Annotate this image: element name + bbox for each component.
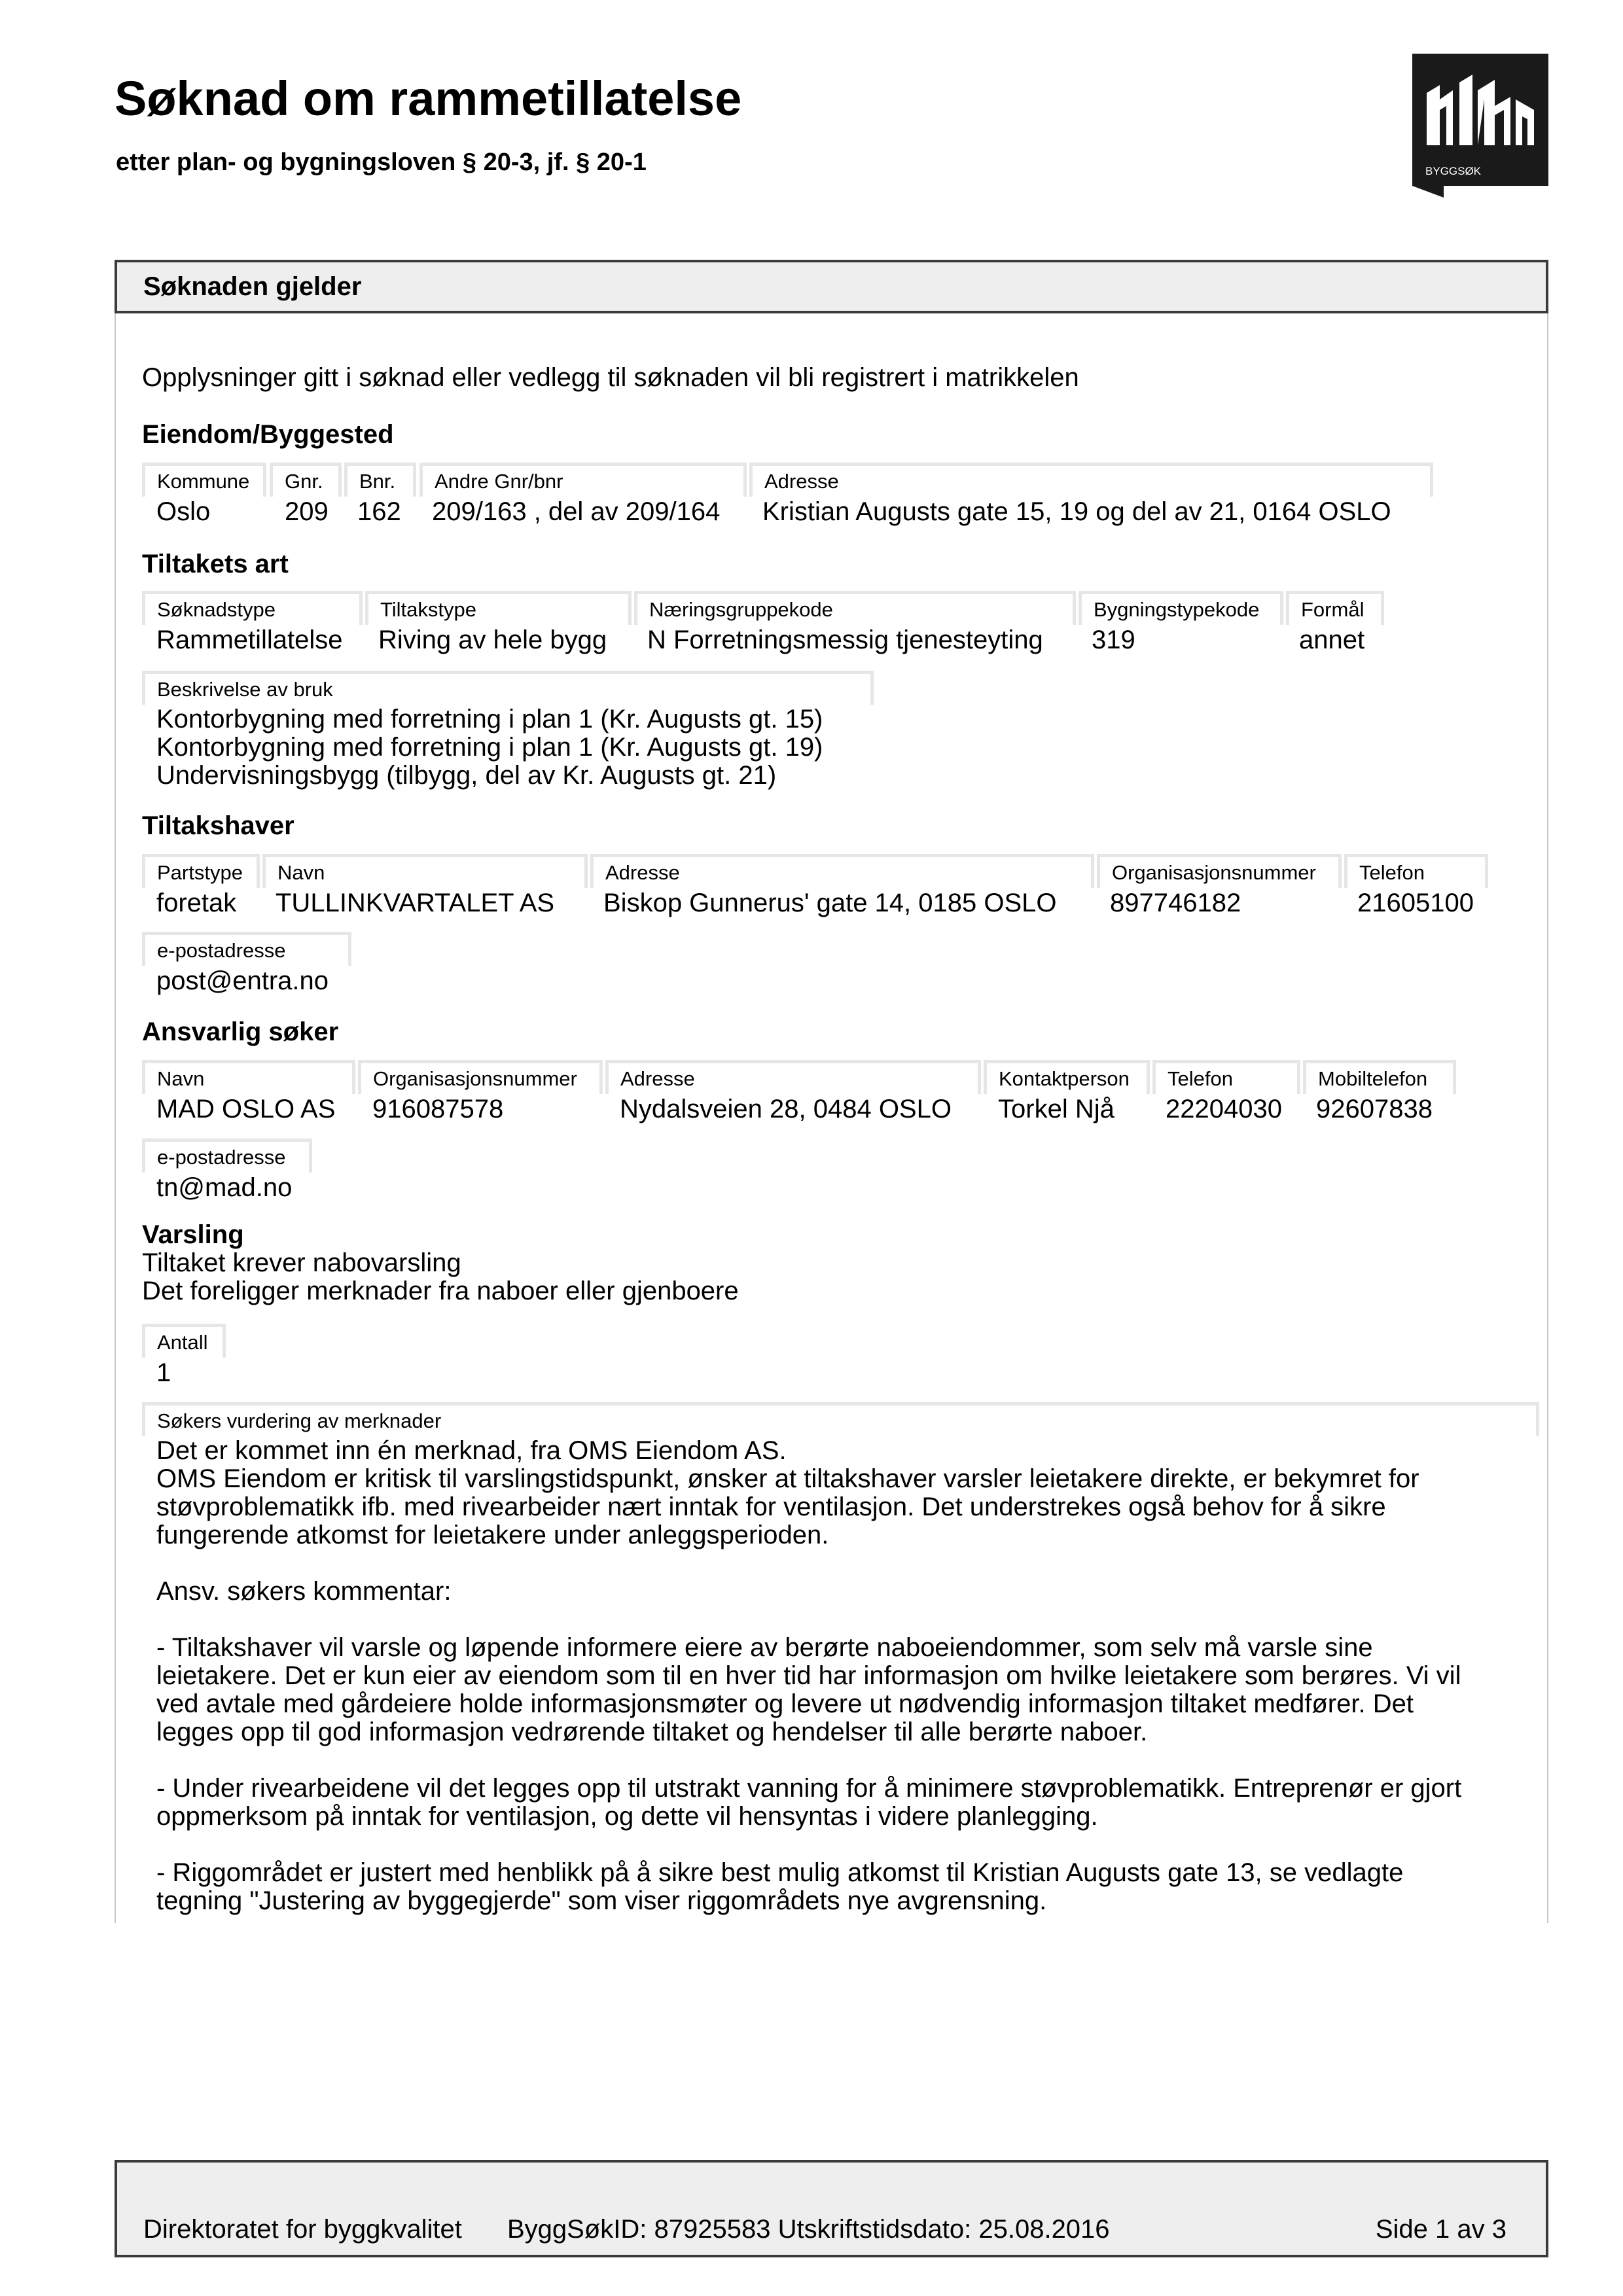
andre-gnr-value: 209/163 , del av 209/164	[432, 497, 721, 526]
footer-byggsok-id: ByggSøkID: 87925583 Utskriftstidsdato: 25.08.2016	[507, 2215, 1110, 2244]
bygningstype-value: 319	[1092, 626, 1135, 654]
vurdering-line	[156, 1549, 1461, 1578]
varsling-line: Tiltaket krever nabovarsling	[142, 1248, 461, 1277]
eiendom-adresse-value: Kristian Augusts gate 15, 19 og del av 21, 0164 OSLO	[762, 497, 1391, 526]
ansvarlig-epost-field	[142, 1139, 312, 1173]
bnr-field	[344, 463, 416, 497]
vurdering-label: Søkers vurdering av merknader	[157, 1409, 442, 1432]
naeringsgruppe-field	[634, 591, 1076, 625]
tiltakshaver-epost-value: post@entra.no	[156, 966, 329, 995]
kontaktperson-value: Torkel Njå	[998, 1095, 1115, 1123]
document-subtitle: etter plan- og bygningsloven § 20-3, jf. § 20-1	[116, 149, 647, 176]
antall-value: 1	[156, 1358, 171, 1387]
tiltak-heading: Tiltakets art	[142, 550, 289, 578]
varsling-heading: Varsling	[142, 1220, 244, 1249]
ansvarlig-orgnr-label: Organisasjonsnummer	[373, 1067, 577, 1090]
tiltakshaver-orgnr-field	[1097, 854, 1342, 888]
vurdering-line: leietakere. Det er kun eier av eiendom som til en hver tid har informasjon om hvilke leietakere som berøres. Vi vil	[156, 1661, 1461, 1690]
kommune-field	[142, 463, 266, 497]
ansvarlig-orgnr-value: 916087578	[372, 1095, 504, 1123]
tiltakstype-label: Tiltakstype	[380, 598, 477, 621]
tiltakshaver-navn-value: TULLINKVARTALET AS	[276, 889, 555, 917]
gnr-value: 209	[285, 497, 329, 526]
vurdering-line: OMS Eiendom er kritisk til varslingstidspunkt, ønsker at tiltakshaver varsler leietakere direkte, er bekymret for	[156, 1464, 1419, 1493]
ansvarlig-epost-value: tn@mad.no	[156, 1173, 293, 1202]
tiltakshaver-adresse-field	[590, 854, 1094, 888]
antall-label: Antall	[157, 1331, 208, 1354]
bruk-line: Undervisningsbygg (tilbygg, del av Kr. Augusts gt. 21)	[156, 761, 777, 790]
ansvarlig-telefon-label: Telefon	[1168, 1067, 1233, 1090]
tiltakshaver-heading: Tiltakshaver	[142, 811, 294, 840]
beskrivelse-bruk-text	[156, 705, 823, 790]
tiltakshaver-telefon-value: 21605100	[1357, 889, 1474, 917]
vurdering-line: - Under rivearbeidene vil det legges opp til utstrakt vanning for å minimere støvproblematikk. Entreprenør er gjort	[156, 1774, 1462, 1803]
section-header	[115, 260, 1548, 313]
ansvarlig-heading: Ansvarlig søker	[142, 1017, 339, 1046]
intro-text: Opplysninger gitt i søknad eller vedlegg til søknaden vil bli registrert i matrikkelen	[142, 363, 1079, 392]
antall-field	[142, 1324, 226, 1358]
byggsok-logo	[1412, 54, 1548, 198]
mobiltelefon-value: 92607838	[1316, 1095, 1433, 1123]
tiltakshaver-orgnr-value: 897746182	[1110, 889, 1241, 917]
ansvarlig-telefon-field	[1152, 1060, 1300, 1094]
eiendom-adresse-field	[749, 463, 1433, 497]
vurdering-line	[156, 1831, 1461, 1859]
vurdering-line: - Riggområdet er justert med henblikk på å sikre best mulig atkomst til Kristian Augusts gate 13, se vedlagte	[156, 1858, 1404, 1887]
kontaktperson-label: Kontaktperson	[999, 1067, 1130, 1090]
bruk-line: Kontorbygning med forretning i plan 1 (Kr. Augusts gt. 19)	[156, 733, 823, 762]
tiltakshaver-epost-field	[142, 932, 351, 966]
formal-label: Formål	[1301, 598, 1364, 621]
mobiltelefon-field	[1303, 1060, 1456, 1094]
tiltakstype-field	[365, 591, 632, 625]
bygningstype-label: Bygningstypekode	[1094, 598, 1260, 621]
tiltakshaver-adresse-value: Biskop Gunnerus' gate 14, 0185 OSLO	[603, 889, 1057, 917]
tiltakstype-value: Riving av hele bygg	[378, 626, 607, 654]
naeringsgruppe-label: Næringsgruppekode	[649, 598, 833, 621]
kommune-value: Oslo	[156, 497, 211, 526]
andre-gnr-field	[419, 463, 747, 497]
partstype-value: foretak	[156, 889, 237, 917]
vurdering-line	[156, 1746, 1461, 1775]
ansvarlig-epost-label: e-postadresse	[157, 1146, 286, 1169]
beskrivelse-bruk-field	[142, 671, 874, 705]
andre-gnr-label: Andre Gnr/bnr	[435, 470, 563, 493]
bruk-line: Kontorbygning med forretning i plan 1 (Kr. Augusts gt. 15)	[156, 705, 823, 733]
beskrivelse-bruk-label: Beskrivelse av bruk	[157, 678, 333, 701]
ansvarlig-navn-field	[142, 1060, 355, 1094]
ansvarlig-navn-value: MAD OSLO AS	[156, 1095, 336, 1123]
eiendom-heading: Eiendom/Byggested	[142, 420, 394, 449]
partstype-field	[142, 854, 260, 888]
ansvarlig-adresse-label: Adresse	[620, 1067, 695, 1090]
gnr-label: Gnr.	[285, 470, 323, 493]
tiltakshaver-epost-label: e-postadresse	[157, 939, 286, 962]
tiltakshaver-telefon-label: Telefon	[1359, 861, 1425, 884]
bygningstype-field	[1079, 591, 1283, 625]
partstype-label: Partstype	[157, 861, 243, 884]
section-title: Søknaden gjelder	[143, 272, 362, 301]
ansvarlig-orgnr-field	[358, 1060, 603, 1094]
document-title: Søknad om rammetillatelse	[115, 71, 742, 126]
tiltakshaver-adresse-label: Adresse	[605, 861, 680, 884]
ansvarlig-telefon-value: 22204030	[1166, 1095, 1282, 1123]
kommune-label: Kommune	[157, 470, 250, 493]
vurdering-line: ved avtale med gårdeiere holde informasjonsmøter og levere ut nødvendig informasjon tiltaket medfører. Det	[156, 1689, 1414, 1718]
tiltakshaver-navn-field	[262, 854, 588, 888]
ansvarlig-adresse-value: Nydalsveien 28, 0484 OSLO	[620, 1095, 952, 1123]
ansvarlig-adresse-field	[605, 1060, 981, 1094]
kontaktperson-field	[984, 1060, 1150, 1094]
vurdering-line: Ansv. søkers kommentar:	[156, 1577, 452, 1606]
vurdering-line: legges opp til god informasjon vedrørende tiltaket og hendelser til alle berørte naboer.	[156, 1718, 1148, 1746]
vurdering-line: - Tiltakshaver vil varsle og løpende informere eiere av berørte naboeiendommer, som selv må varsle sine	[156, 1633, 1373, 1662]
naeringsgruppe-value: N Forretningsmessig tjenesteyting	[647, 626, 1043, 654]
vurdering-line: støvproblematikk ifb. med rivearbeider nært inntak for ventilasjon. Det understrekes også behov for å sikre	[156, 1492, 1386, 1521]
formal-field	[1286, 591, 1384, 625]
bnr-label: Bnr.	[359, 470, 396, 493]
footer-page-number: Side 1 av 3	[1375, 2215, 1507, 2244]
eiendom-adresse-label: Adresse	[764, 470, 839, 493]
soknadstype-value: Rammetillatelse	[156, 626, 343, 654]
vurdering-line: tegning "Justering av byggegjerde" som viser riggområdets nye avgrensning.	[156, 1886, 1047, 1915]
vurdering-text	[156, 1437, 1461, 1915]
mobiltelefon-label: Mobiltelefon	[1318, 1067, 1428, 1090]
vurdering-line: fungerende atkomst for leietakere under anleggsperioden.	[156, 1521, 829, 1549]
tiltakshaver-telefon-field	[1344, 854, 1488, 888]
vurdering-line: Det er kommet inn én merknad, fra OMS Eiendom AS.	[156, 1436, 787, 1465]
formal-value: annet	[1299, 626, 1365, 654]
tiltakshaver-navn-label: Navn	[277, 861, 325, 884]
soknadstype-field	[142, 591, 363, 625]
svg-text:BYGGSØK: BYGGSØK	[1425, 165, 1482, 177]
footer-organization: Direktoratet for byggkvalitet	[143, 2215, 462, 2244]
bnr-value: 162	[357, 497, 401, 526]
gnr-field	[270, 463, 342, 497]
soknadstype-label: Søknadstype	[157, 598, 276, 621]
tiltakshaver-orgnr-label: Organisasjonsnummer	[1112, 861, 1316, 884]
vurdering-field	[142, 1402, 1539, 1436]
vurdering-line: oppmerksom på inntak for ventilasjon, og dette vil hensyntas i videre planlegging.	[156, 1802, 1098, 1831]
page-footer	[115, 2160, 1548, 2257]
varsling-line: Det foreligger merknader fra naboer eller gjenboere	[142, 1277, 739, 1305]
ansvarlig-navn-label: Navn	[157, 1067, 205, 1090]
vurdering-line	[156, 1606, 1461, 1634]
